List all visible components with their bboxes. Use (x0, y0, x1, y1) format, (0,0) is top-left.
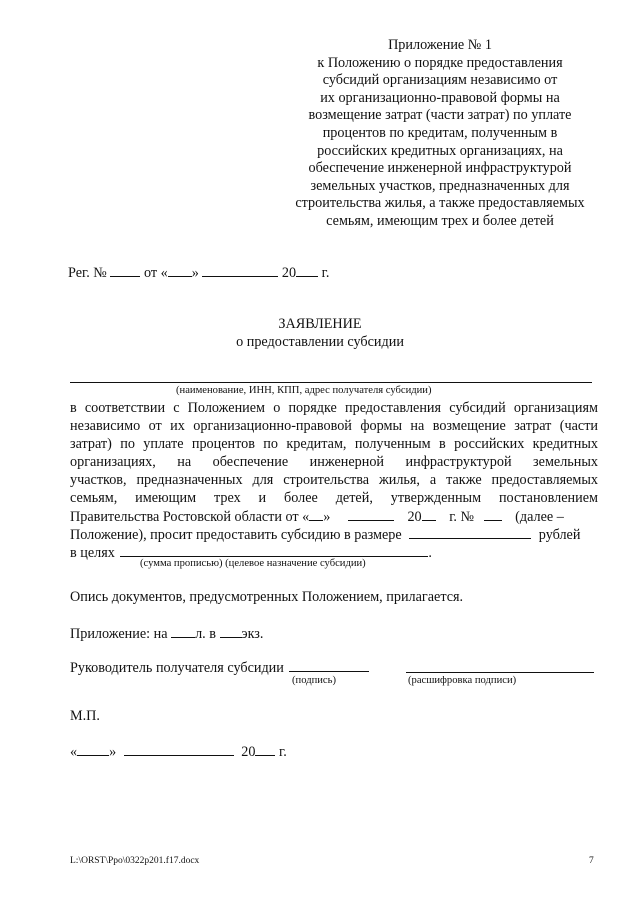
attachment-mid: л. в (195, 626, 216, 642)
reg-year-suffix: г. (321, 265, 330, 281)
reg-number-label: Рег. № (68, 265, 107, 281)
appendix-line: их организационно-правовой формы на (320, 89, 560, 106)
attachment-prefix: Приложение: на (70, 626, 168, 642)
resolution-number-label: г. № (449, 509, 475, 525)
date-open-quote: « (70, 744, 78, 760)
stamp-label: М.П. (70, 708, 100, 724)
reg-day-field[interactable] (168, 264, 192, 277)
body-line: затрат) по уплате процентов по кредитам, полученным в российских кредитных (70, 436, 598, 452)
attachment-line (70, 625, 263, 643)
body-line: независимо от их организационно-правовой формы на возмещение затрат (части (70, 418, 598, 434)
body-line: организациях, на обеспечение инженерной инфраструктурой земельных (70, 454, 598, 470)
recipient-field[interactable] (70, 382, 592, 383)
resolution-tail: (далее – (515, 509, 564, 525)
inventory-statement: Опись документов, предусмотренных Положением, прилагается. (70, 589, 464, 605)
document-subtitle: о предоставлении субсидии (236, 334, 404, 350)
body-line-resolution (70, 508, 598, 527)
attachment-pages-field[interactable] (171, 625, 195, 638)
body-line-amount (70, 526, 598, 545)
signature-field[interactable] (289, 659, 369, 672)
date-year-field[interactable] (255, 743, 275, 756)
signature-caption: (подпись) (292, 675, 336, 686)
resolution-month-field[interactable] (348, 508, 394, 521)
footer-page-number: 7 (589, 856, 594, 866)
reg-year-prefix: 20 (281, 265, 297, 281)
date-month-field[interactable] (124, 743, 234, 756)
attachment-suffix: экз. (241, 626, 264, 642)
appendix-title: Приложение № 1 (388, 37, 492, 53)
purpose-label: в целях (70, 545, 115, 561)
registration-line (68, 264, 329, 282)
reg-year-field[interactable] (296, 264, 318, 277)
resolution-text: Правительства Ростовской области от « (70, 509, 310, 525)
appendix-line: возмещение затрат (части затрат) по уплате (308, 107, 572, 124)
appendix-line: строительства жилья, а также предоставляемых (295, 195, 585, 212)
reg-quote-close: » (191, 265, 199, 281)
signature-decode-caption: (расшифровка подписи) (408, 675, 517, 686)
date-year-prefix: 20 (241, 744, 256, 760)
body-line: участков, предназначенных для строительства жилья, а также предоставляемых (70, 472, 598, 488)
purpose-caption: (сумма прописью) (целевое назначение субсидии) (140, 558, 366, 569)
appendix-line: земельных участков, предназначенных для (310, 177, 570, 194)
reg-from-label: от « (143, 265, 168, 281)
resolution-quote-close: » (323, 509, 331, 525)
date-line (70, 743, 287, 761)
resolution-number-field[interactable] (484, 508, 502, 521)
signature-label: Руководитель получателя субсидии (70, 660, 284, 676)
reg-month-field[interactable] (202, 264, 278, 277)
appendix-line: обеспечение инженерной инфраструктурой (308, 160, 572, 177)
body-line: в соответствии с Положением о порядке предоставления субсидий организациям (70, 400, 598, 416)
document-title: ЗАЯВЛЕНИЕ (278, 316, 362, 332)
date-close-quote: » (109, 744, 117, 760)
resolution-year-prefix: 20 (407, 509, 422, 525)
footer-file-path: L:\ORST\Ppo\0322p201.f17.docx (70, 856, 200, 866)
reg-number-field[interactable] (110, 264, 140, 277)
purpose-field[interactable] (120, 544, 428, 557)
appendix-line: процентов по кредитам, полученным в (322, 124, 558, 141)
appendix-header (280, 37, 600, 231)
signature-decode-field[interactable] (406, 672, 594, 673)
recipient-caption: (наименование, ИНН, КПП, адрес получателя субсидии) (176, 385, 432, 396)
appendix-line: к Положению о порядке предоставления (317, 54, 563, 71)
amount-text: Положение), просит предоставить субсидию в размере (70, 527, 402, 543)
appendix-line: субсидий организациям независимо от (322, 72, 558, 89)
body-line: семьям, имеющим трех и более детей, утвержденным постановлением (70, 490, 598, 506)
resolution-day-field[interactable] (309, 508, 323, 521)
amount-field[interactable] (409, 526, 531, 539)
appendix-line: российских кредитных организациях, на (317, 142, 563, 159)
appendix-line: семьям, имеющим трех и более детей (326, 212, 554, 229)
purpose-end: . (428, 545, 432, 561)
date-suffix: г. (279, 744, 287, 760)
attachment-copies-field[interactable] (220, 625, 242, 638)
resolution-year-field[interactable] (422, 508, 436, 521)
date-day-field[interactable] (77, 743, 109, 756)
amount-currency: рублей (538, 527, 581, 543)
